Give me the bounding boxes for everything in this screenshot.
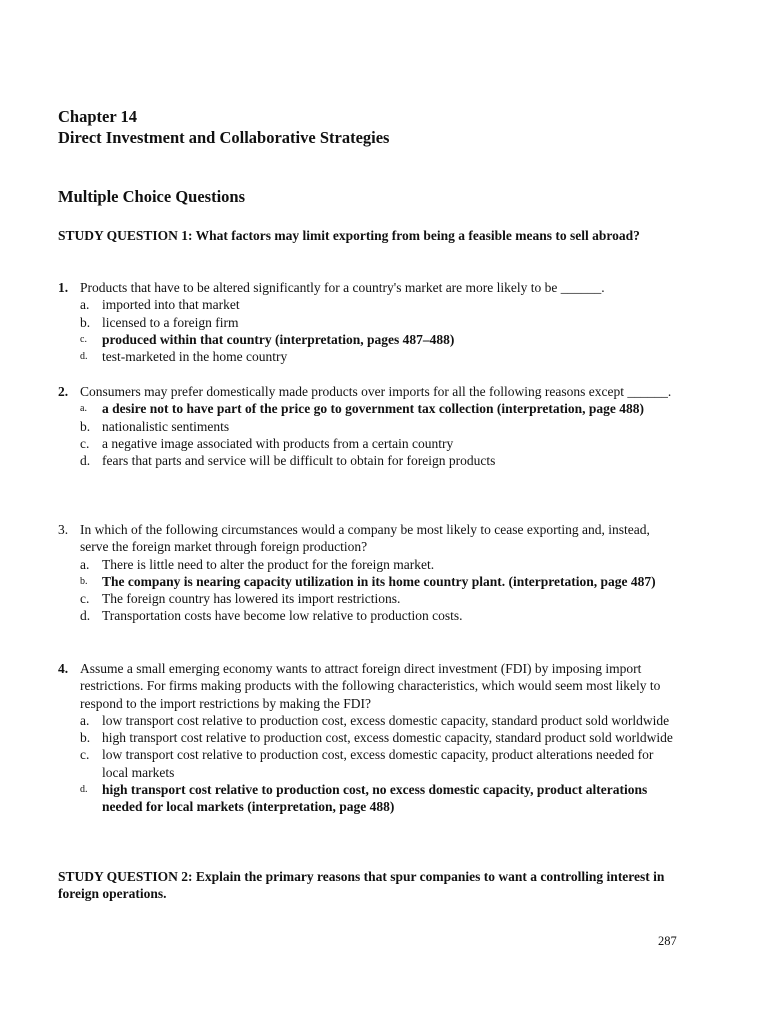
option-text: a desire not to have part of the price go to government tax collection (interpretation, page 488) — [102, 401, 645, 417]
question-2 — [58, 383, 698, 469]
option-text: a negative image associated with products from a certain country — [102, 435, 454, 451]
question-number: 1. — [58, 280, 69, 295]
option-letter: c. — [80, 435, 90, 451]
question-text: Products that have to be altered significantly for a country's market are more likely to be ______. — [80, 280, 605, 295]
option-a-correct-answer — [80, 400, 698, 417]
option-text: The company is nearing capacity utilization in its home country plant. (interpretation, page 487) — [102, 573, 656, 589]
page-number: 287 — [658, 934, 677, 948]
option-c — [80, 746, 698, 781]
option-text: low transport cost relative to production cost, excess domestic capacity, product alterations needed for local markets — [102, 747, 654, 780]
option-text: produced within that country (interpretation, pages 487–488) — [102, 331, 455, 347]
option-text: test-marketed in the home country — [102, 349, 288, 365]
study-question-1: STUDY QUESTION 1: What factors may limit exporting from being a feasible means to sell abroad? — [58, 228, 640, 243]
option-text: Transportation costs have become low relative to production costs. — [102, 608, 463, 624]
option-c-correct-answer — [80, 331, 698, 348]
question-4 — [58, 660, 698, 816]
question-3 — [58, 521, 698, 625]
question-1 — [58, 279, 698, 365]
option-letter: c. — [80, 333, 87, 345]
option-letter: c. — [80, 591, 90, 607]
option-text: imported into that market — [102, 297, 240, 313]
option-c — [80, 590, 698, 607]
option-text: high transport cost relative to production cost, excess domestic capacity, standard product sold worldwide — [102, 730, 673, 746]
option-letter: b. — [80, 575, 88, 587]
option-letter: b. — [80, 314, 91, 330]
chapter-label: Chapter 14 — [58, 107, 137, 126]
chapter-title: Direct Investment and Collaborative Strategies — [58, 128, 390, 147]
option-text: The foreign country has lowered its import restrictions. — [102, 591, 401, 607]
question-number: 4. — [58, 661, 69, 676]
option-text: fears that parts and service will be difficult to obtain for foreign products — [102, 453, 496, 469]
option-letter: d. — [80, 351, 88, 363]
option-text: nationalistic sentiments — [102, 418, 230, 434]
option-d — [80, 452, 698, 469]
option-text: high transport cost relative to production cost, no excess domestic capacity, product alterations needed for local markets (interpretation, page 488) — [102, 782, 648, 815]
option-d — [80, 607, 698, 624]
study-question-2: STUDY QUESTION 2: Explain the primary reasons that spur companies to want a controlling interest in foreign operations. — [58, 869, 665, 901]
question-text: In which of the following circumstances would a company be most likely to cease exporting and, instead, serve the foreign market through foreign production? — [80, 522, 650, 555]
question-text: Assume a small emerging economy wants to attract foreign direct investment (FDI) by imposing import restrictions. For firms making products with the following characteristics, which would seem most likely to respond to the import restrictions by making the FDI? — [80, 661, 661, 711]
question-number: 3. — [58, 522, 69, 537]
option-b — [80, 729, 698, 746]
option-b — [80, 314, 698, 331]
option-letter: b. — [80, 730, 91, 746]
option-letter: d. — [80, 784, 88, 796]
option-letter: d. — [80, 608, 91, 624]
option-text: low transport cost relative to production cost, excess domestic capacity, standard product sold worldwide — [102, 712, 670, 728]
option-letter: c. — [80, 747, 90, 763]
question-number: 2. — [58, 384, 69, 399]
option-letter: a. — [80, 297, 90, 313]
option-letter: a. — [80, 712, 90, 728]
option-letter: b. — [80, 418, 91, 434]
option-letter: d. — [80, 453, 91, 469]
section-title: Multiple Choice Questions — [58, 187, 246, 206]
option-letter: a. — [80, 556, 90, 572]
question-text: Consumers may prefer domestically made products over imports for all the following reasons except ______. — [80, 384, 672, 399]
option-b-correct-answer — [80, 573, 698, 590]
option-d-correct-answer — [80, 781, 698, 816]
option-a — [80, 712, 698, 729]
option-text: licensed to a foreign firm — [102, 314, 239, 330]
chapter-heading — [58, 106, 389, 148]
option-b — [80, 418, 698, 435]
option-c — [80, 435, 698, 452]
option-d — [80, 348, 698, 365]
option-a — [80, 296, 698, 313]
option-text: There is little need to alter the product for the foreign market. — [102, 556, 435, 572]
option-a — [80, 556, 698, 573]
option-letter: a. — [80, 403, 87, 415]
